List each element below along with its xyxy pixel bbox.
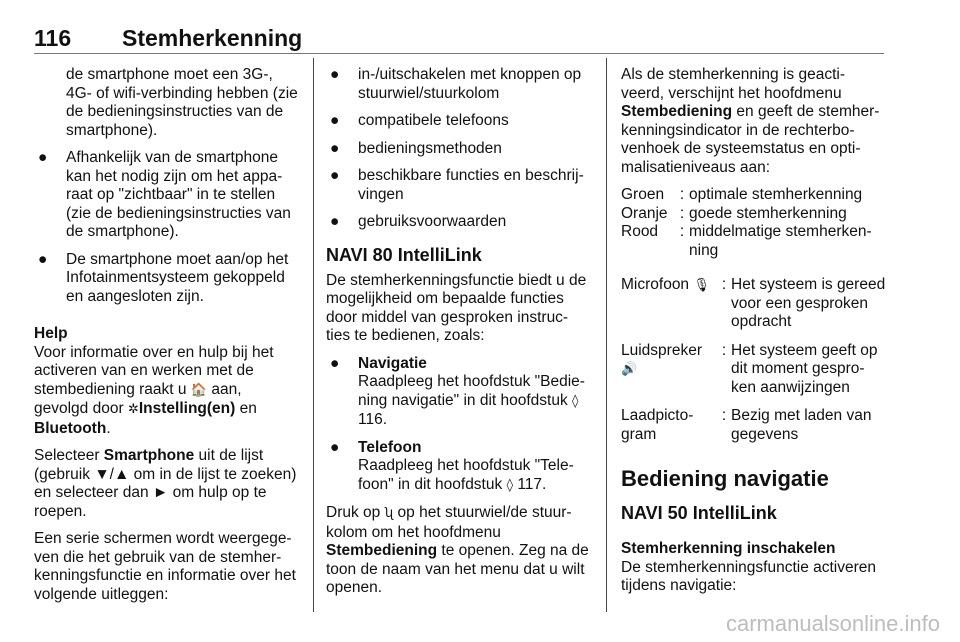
bullet-item: ● beschikbare functies en beschrij-vingen <box>330 167 584 203</box>
color-table <box>621 186 887 260</box>
table-row: Oranje : goede stemherkenning <box>621 204 847 222</box>
section-heading: Bediening navigatie <box>621 466 829 491</box>
bullet-item: ● in-/uitschakelen met knoppen op stuurwiel/stuurkolom <box>330 66 582 102</box>
scroll-arrows-icon: ▼/▲ <box>94 465 130 483</box>
bullet-navigatie: ● Navigatie <box>330 354 427 372</box>
voice-button-icon: ʯ <box>384 506 394 521</box>
bullet-dot: ● <box>38 250 48 268</box>
bullet-item: ● compatibele telefoons <box>330 112 509 129</box>
page-title: Stemherkenning <box>122 25 303 51</box>
telefoon-text: Raadpleeg het hoofdstuk "Tele-foon" in dit hoofdstuk ◊ 117. <box>358 457 574 493</box>
navi50-heading: NAVI 50 IntelliLink <box>621 503 777 523</box>
help-heading: Help <box>34 325 68 342</box>
bullet-telefoon: ● Telefoon <box>330 438 422 456</box>
help-paragraph: Voor informatie over en hulp bij het activeren van en werken met de stembediening raakt u 🏠 aan, gevolgd door ✲Instelling(en) en Bluetooth. <box>34 343 274 437</box>
reference-icon: ◊ <box>506 477 513 493</box>
page-number: 116 <box>34 25 72 51</box>
watermark: carmanualsonline.info <box>725 611 940 636</box>
navigatie-text: Raadpleeg het hoofdstuk "Bedie-ning navigatie" in dit hoofdstuk ◊ 116. <box>358 373 585 428</box>
microphone-icon: 🎙 <box>693 278 710 293</box>
bullet-item: ● gebruiksvoorwaarden <box>330 213 507 230</box>
navi80-paragraph: De stemherkenningsfunctie biedt u de mogelijkheid om bepaalde functies door middel van gesproken instruc-ties te bedienen, zoals: <box>326 271 587 344</box>
continued-text: de smartphone moet een 3G-, 4G- of wifi-verbinding hebben (zie de bedieningsinstructies van de smartphone). <box>66 66 298 139</box>
table-row: Microfoon 🎙 : Het systeem is gereed voor een gesproken opdracht <box>621 276 886 330</box>
column-divider-1 <box>313 58 314 612</box>
sub-paragraph: De stemherkenningsfunctie activeren tijdens navigatie: <box>621 558 877 594</box>
header-rule <box>34 53 884 54</box>
intro-paragraph: Als de stemherkenning is geacti-veerd, verschijnt het hoofdmenu Stembediening en geeft de stemher-kenningsindicator in de rechterbo-venhoek de systeemstatus en opti-malisatieniveaus aan: <box>621 66 880 176</box>
druk-paragraph: Druk op ʯ op het stuurwiel/de stuur-kolom om het hoofdmenu Stembediening te openen. Zeg na de toon de naam van het menu dat u wilt openen. <box>326 504 589 596</box>
speaker-icon: 🔊 <box>621 362 638 377</box>
home-icon: 🏠 <box>190 382 208 398</box>
play-icon: ► <box>152 484 169 501</box>
table-row: Rood : middelmatige stemherken-ning <box>621 223 872 259</box>
bullet-item: ● De smartphone moet aan/op het Infotainmentsysteem gekoppeld en aangesloten zijn. <box>38 250 289 305</box>
gear-icon: ✲ <box>127 402 139 417</box>
table-row: Luidspreker 🔊 : Het systeem geeft op dit moment gespro-ken aanwijzingen <box>621 341 878 396</box>
reference-icon: ◊ <box>572 393 579 409</box>
column-divider-2 <box>606 58 607 612</box>
column-3 <box>621 66 887 605</box>
page-header <box>34 25 884 51</box>
bullet-item: ● Afhankelijk van de smartphone kan het nodig zijn om het appa-raat op "zichtbaar" in te stellen (zie de bedieningsinstructies van de smartphone). <box>38 149 291 240</box>
table-row: Laadpicto-gram : Bezig met laden van gegevens <box>621 407 872 443</box>
screens-paragraph: Een serie schermen wordt weergege-ven die het gebruik van de stemher-kenningsfunctie en informatie over het volgende uitleggen: <box>34 530 296 603</box>
navi80-heading: NAVI 80 IntelliLink <box>326 244 482 265</box>
icon-table <box>621 276 887 444</box>
bullet-item: ● bedieningsmethoden <box>330 139 502 157</box>
select-paragraph: Selecteer Smartphone uit de lijst (gebruik ▼/▲ om in de lijst te zoeken) en selecteer dan ► om hulp op te roepen. <box>34 447 297 520</box>
table-row: Groen : optimale stemherkenning <box>621 186 863 203</box>
column-1 <box>34 66 298 613</box>
column-2 <box>326 66 592 607</box>
sub-heading: Stemherkenning inschakelen <box>621 540 836 557</box>
bullet-dot: ● <box>38 149 48 166</box>
